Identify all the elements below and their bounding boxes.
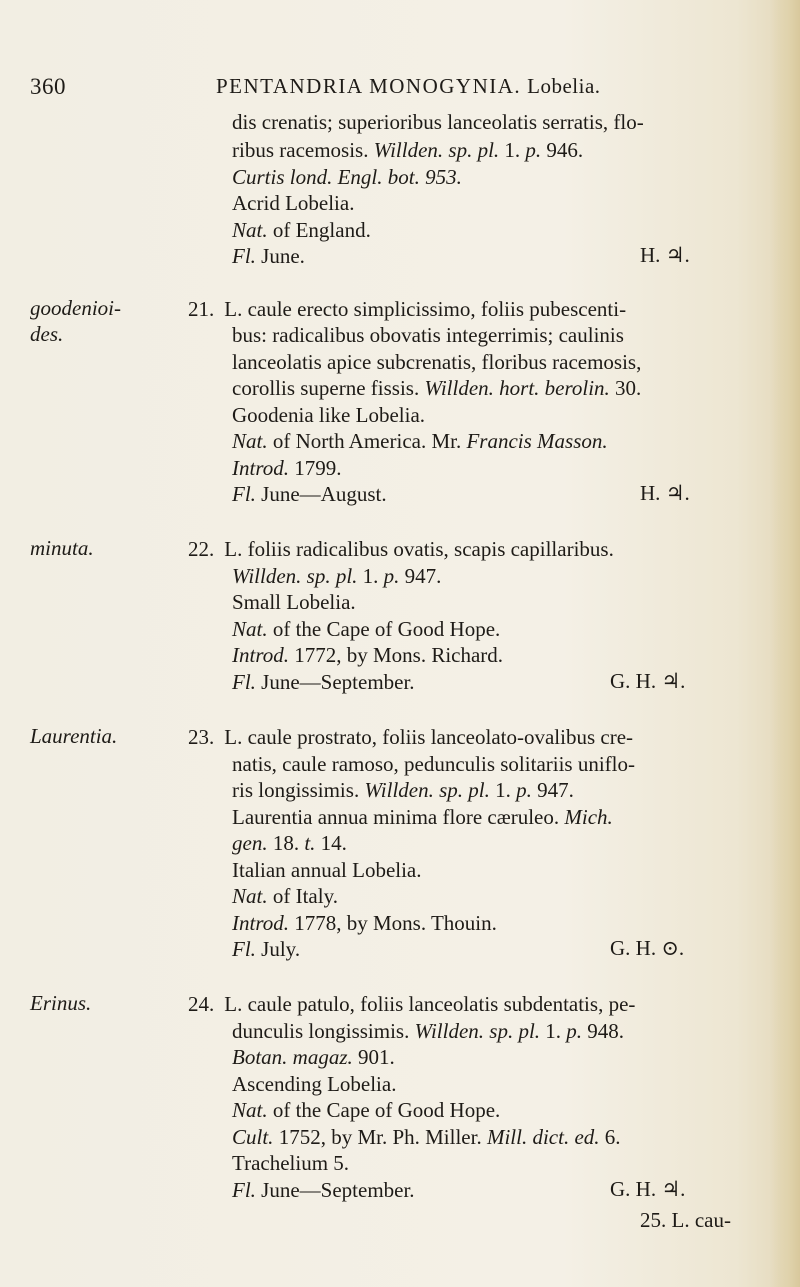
entry-line (188, 991, 635, 1017)
entry-line: Italian annual Lobelia. (232, 858, 422, 882)
margin-species-name: Erinus. (30, 991, 92, 1015)
entry-line: Fl. June—September. (232, 670, 415, 694)
entry-line: Fl. June. (232, 244, 305, 268)
entry-line: Fl. July. (232, 937, 301, 961)
margin-species-name: Laurentia. (30, 724, 118, 748)
habit-symbol: H. ♃. (640, 243, 690, 267)
entry-number: 23. (188, 725, 215, 749)
habit-symbol: G. H. ♃. (610, 669, 686, 693)
entry-line: Nat. of Italy. (232, 884, 338, 908)
entry-line: Introd. 1799. (232, 456, 342, 480)
entry-line: Small Lobelia. (232, 590, 356, 614)
entry-line (188, 296, 626, 322)
entry-number: 22. (188, 537, 215, 561)
entry-line: corollis superne fissis. Willden. hort. berolin. 30. (232, 376, 642, 400)
entry-line: Trachelium 5. (232, 1151, 350, 1175)
entry-line: bus: radicalibus obovatis integerrimis; caulinis (232, 323, 624, 347)
entry-line: lanceolatis apice subcrenatis, floribus racemosis, (232, 350, 642, 374)
entry-line: Introd. 1772, by Mons. Richard. (232, 643, 504, 667)
entry-line: Cult. 1752, by Mr. Ph. Miller. Mill. dict. ed. 6. (232, 1125, 621, 1149)
habit-symbol: G. H. ⊙. (610, 936, 685, 960)
habit-symbol: H. ♃. (640, 481, 690, 505)
entry-line: Fl. June—September. (232, 1178, 415, 1202)
margin-species-name: minuta. (30, 536, 94, 560)
entry-number: 21. (188, 297, 215, 321)
running-header (30, 74, 730, 106)
entry-line: Willden. sp. pl. 1. p. 947. (232, 564, 442, 588)
entry-line: Laurentia annua minima flore cæruleo. Mich. (232, 805, 613, 829)
entry-number: 24. (188, 992, 215, 1016)
entry-text: L. foliis radicalibus ovatis, scapis capillaribus. (224, 537, 614, 561)
entry-line: Ascending Lobelia. (232, 1072, 397, 1096)
entry-line: Botan. magaz. 901. (232, 1045, 395, 1069)
entry-line: natis, caule ramoso, pedunculis solitariis uniflo- (232, 752, 635, 776)
entry-text: L. caule patulo, foliis lanceolatis subdentatis, pe- (224, 992, 636, 1016)
entry-line: gen. 18. t. 14. (232, 831, 347, 855)
genus-name: Lobelia. (527, 74, 601, 98)
entry-line: Nat. of England. (232, 218, 371, 242)
entry-line: dunculis longissimis. Willden. sp. pl. 1. p. 948. (232, 1019, 625, 1043)
catchword: 25. L. cau- (640, 1208, 731, 1232)
running-title-text: PENTANDRIA MONOGYNIA. (216, 74, 522, 98)
entry-line: ribus racemosis. Willden. sp. pl. 1. p. 946. (232, 138, 584, 162)
entry-line: Goodenia like Lobelia. (232, 403, 426, 427)
entry-line (188, 536, 614, 562)
margin-species-name: des. (30, 322, 64, 346)
margin-species-name: goodenioi- (30, 296, 121, 320)
entry-line: dis crenatis; superioribus lanceolatis serratis, flo- (232, 110, 644, 134)
entry-line: Curtis lond. Engl. bot. 953. (232, 165, 462, 189)
habit-symbol: G. H. ♃. (610, 1177, 686, 1201)
entry-line: Fl. June—August. (232, 482, 387, 506)
entry-line: Nat. of the Cape of Good Hope. (232, 617, 501, 641)
entry-line: Acrid Lobelia. (232, 191, 355, 215)
entry-line: ris longissimis. Willden. sp. pl. 1. p. 947. (232, 778, 574, 802)
entry-text: L. caule erecto simplicissimo, foliis pubescenti- (224, 297, 627, 321)
entry-line: Nat. of North America. Mr. Francis Masson. (232, 429, 608, 453)
entry-line: Nat. of the Cape of Good Hope. (232, 1098, 501, 1122)
entry-line (188, 724, 633, 750)
page-edge-shadow (770, 0, 800, 1287)
page-number: 360 (30, 74, 66, 99)
entry-text: L. caule prostrato, foliis lanceolato-ovalibus cre- (224, 725, 634, 749)
running-title (216, 74, 601, 99)
entry-line: Introd. 1778, by Mons. Thouin. (232, 911, 497, 935)
